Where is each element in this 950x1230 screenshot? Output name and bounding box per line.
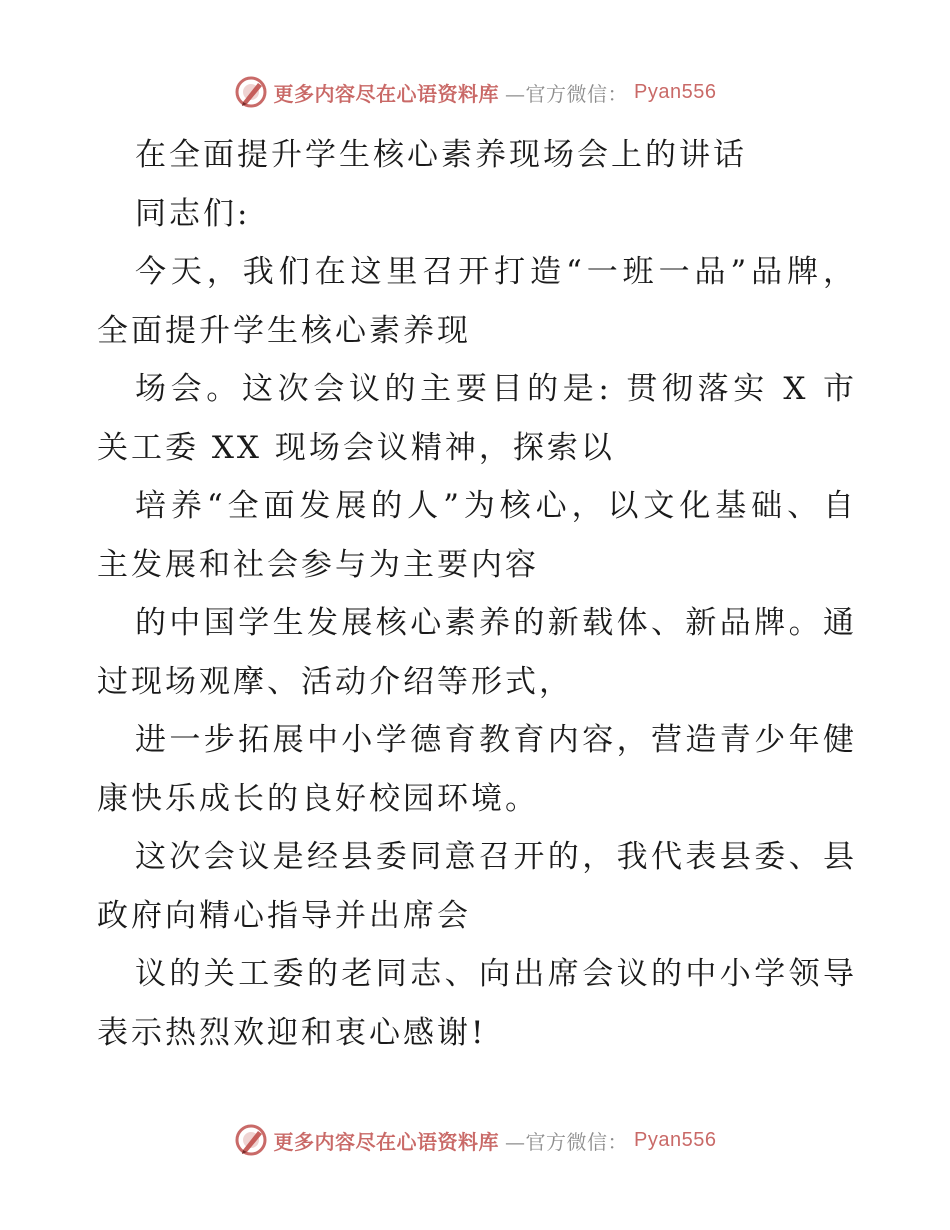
text-line: 表示热烈欢迎和衷心感谢! [97,1014,487,1051]
text-line: 过现场观摩、活动介绍等形式， [97,663,573,700]
pen-logo-icon [234,75,268,109]
text-line: 的中国学生发展核心素养的新载体、新品牌。通 [135,605,857,641]
footer-watermark [0,1120,950,1160]
watermark-wechat-id: Pyan556 [634,80,717,103]
document-body [97,126,857,1062]
text-line: 今天，我们在这里召开打造“一班一品”品牌， [135,254,857,290]
text-line: 场会。这次会议的主要目的是: 贯彻落实 X 市 [135,371,857,407]
pen-logo-icon [234,1123,268,1157]
text-line: 政府向精心指导并出席会 [97,897,471,934]
watermark-separator: —官方微信： [505,81,629,106]
text-line: 这次会议是经县委同意召开的，我代表县委、县 [135,839,857,875]
text-line: 议的关工委的老同志、向出席会议的中小学领导 [135,956,857,992]
text-line: 培养“全面发展的人”为核心，以文化基础、自 [135,488,857,524]
watermark-wechat-id: Pyan556 [634,1128,717,1151]
text-line: 关工委 XX 现场会议精神，探索以 [97,429,615,466]
document-title: 在全面提升学生核心素养现场会上的讲话 [135,137,747,173]
watermark-brand: 更多内容尽在心语资料库 [273,81,500,106]
text-line: 进一步拓展中小学德育教育内容，营造青少年健 [135,722,857,758]
salutation: 同志们: [135,195,251,232]
text-line: 主发展和社会参与为主要内容 [97,546,539,583]
header-watermark [0,72,950,112]
text-line: 全面提升学生核心素养现 [97,312,471,349]
text-line: 康快乐成长的良好校园环境。 [97,780,539,817]
watermark-brand: 更多内容尽在心语资料库 [273,1129,500,1154]
watermark-separator: —官方微信： [505,1129,629,1154]
